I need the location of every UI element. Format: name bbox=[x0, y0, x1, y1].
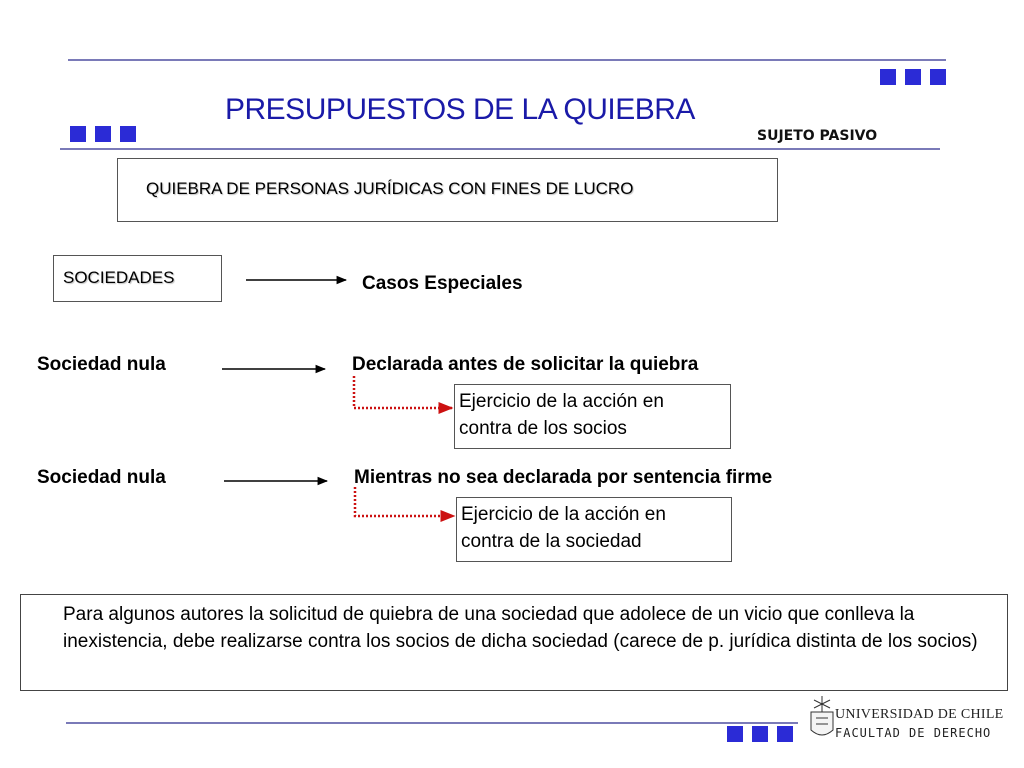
page-subtitle: SUJETO PASIVO bbox=[757, 128, 878, 144]
row1-action-line2: contra de los socios bbox=[459, 418, 627, 439]
page-title: PRESUPUESTOS DE LA QUIEBRA bbox=[225, 93, 695, 126]
casos-especiales-label: Casos Especiales bbox=[362, 273, 523, 294]
note-text: Para algunos autores la solicitud de quiebra de una sociedad que adolece de un vicio que conlleva la inexistencia, debe realizarse contra los socios de dicha sociedad (carece de p. jurídica distinta de los socios) bbox=[63, 604, 978, 652]
row1-left-label: Sociedad nula bbox=[37, 354, 166, 375]
row2-right-label: Mientras no sea declarada por sentencia firme bbox=[354, 467, 773, 488]
row2-action-line2: contra de la sociedad bbox=[461, 531, 642, 552]
row1-right-label: Declarada antes de solicitar la quiebra bbox=[352, 354, 699, 375]
section-box-label: QUIEBRA DE PERSONAS JURÍDICAS CON FINES DE LUCRO bbox=[146, 179, 634, 198]
university-name: UNIVERSIDAD DE CHILE bbox=[835, 707, 1004, 722]
row1-action-line1: Ejercicio de la acción en bbox=[459, 391, 664, 412]
row2-left-label: Sociedad nula bbox=[37, 467, 166, 488]
faculty-name: FACULTAD DE DERECHO bbox=[835, 726, 992, 740]
sociedades-label: SOCIEDADES bbox=[63, 268, 175, 287]
row2-action-line1: Ejercicio de la acción en bbox=[461, 504, 666, 525]
